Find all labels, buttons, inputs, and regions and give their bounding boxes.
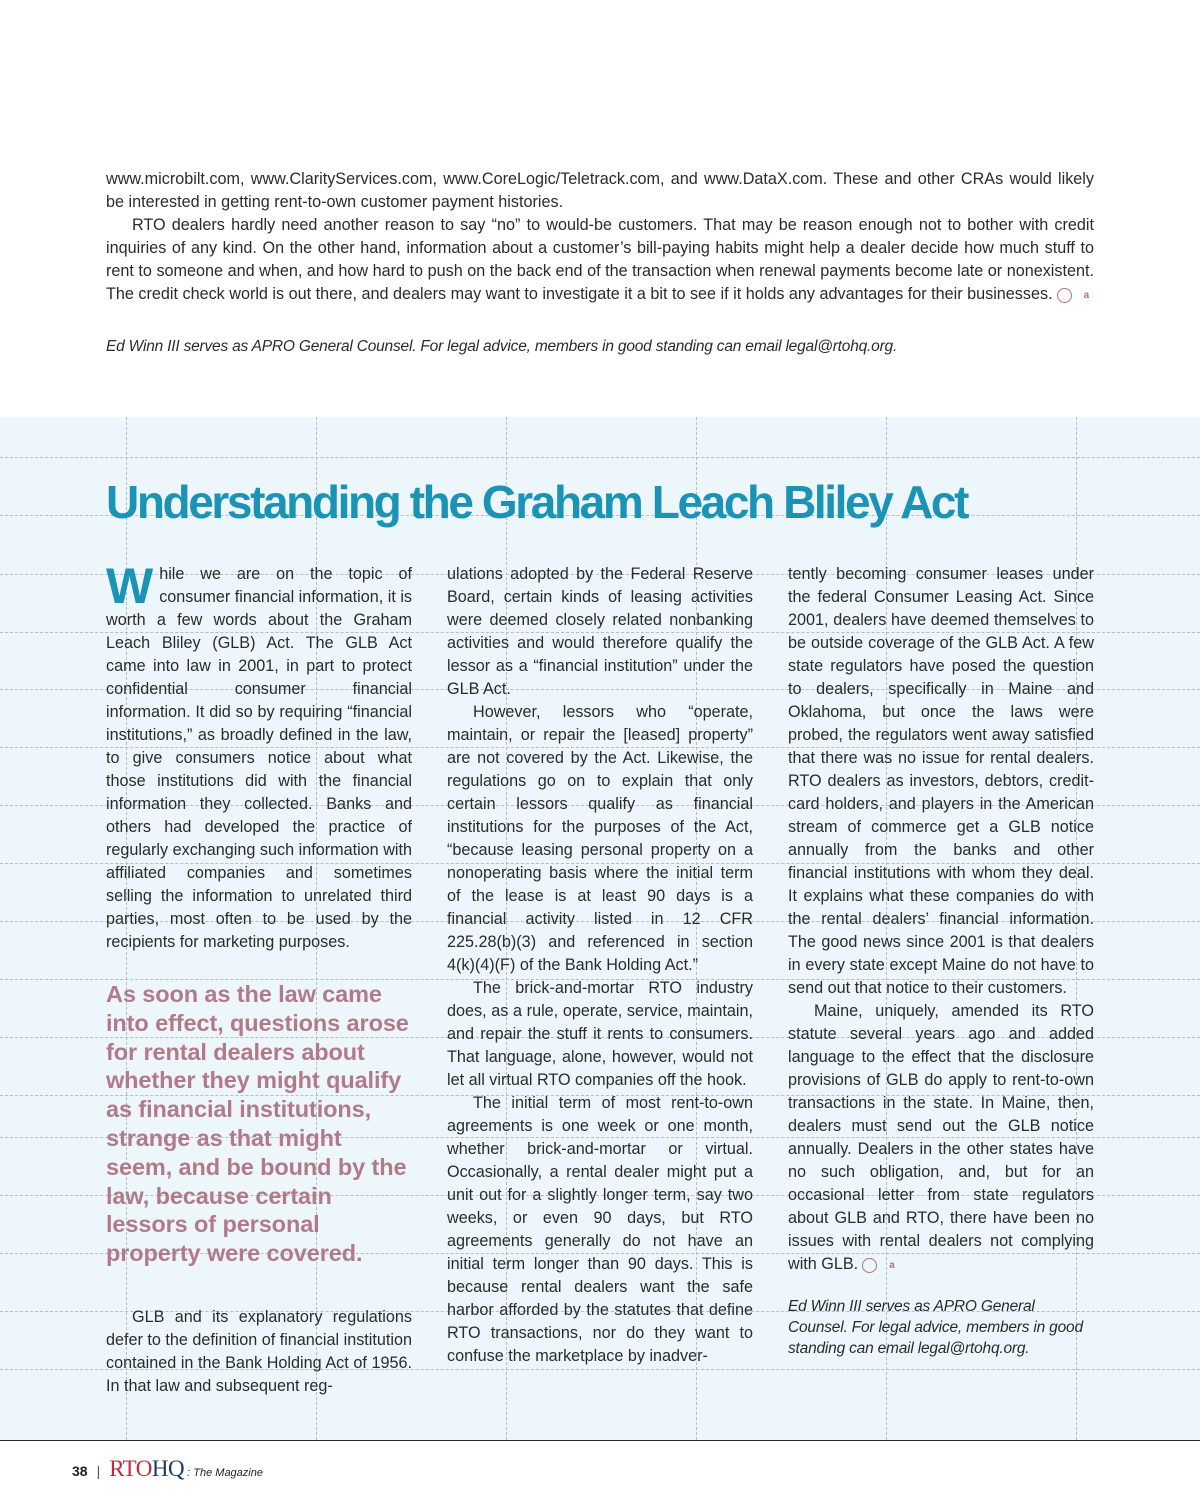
column-1-paragraph-2: GLB and its explanatory regulations defer to the definition of financial institution contained in the Bank Holding Act of 1956. In that law and subsequent reg- xyxy=(106,1307,412,1395)
magazine-name: : The Magazine xyxy=(187,1467,263,1479)
page-number: 38 xyxy=(72,1463,88,1479)
article-author-byline: Ed Winn III serves as APRO General Counsel. For legal advice, members in good standing can email legal@rtohq.org. xyxy=(788,1298,1083,1357)
rtohq-logo xyxy=(109,1456,184,1482)
top-paragraph-2-text: RTO dealers hardly need another reason to say “no” to would-be customers. That may be reason enough not to bother with credit inquiries of any kind. On the other hand, information about a customer’s bill-paying habits might help a dealer decide how much stuff to rent to someone and when, and how hard to push on the back end of the transaction when renewal payments become late or nonexistent. The credit check world is out there, and dealers may want to investigate it a bit to see if it holds any advantages for their businesses. xyxy=(106,216,1094,303)
column-1-paragraph-1-text: hile we are on the topic of consumer financial information, it is worth a few words about the Graham Leach Bliley (GLB) Act. The GLB Act came into law in 2001, in part to protect confidential consumer financial information. It did so by requiring “financial institutions,” as broadly defined in the law, to give consumers notice about what those institutions did with the financial information they collected. Banks and others had developed the practice of regularly exchanging such information with affiliated companies and sometimes selling the information to unrelated third parties, most often to be used by the recipients for marketing purposes. xyxy=(106,565,413,951)
column-2-paragraph-3: The brick-and-mortar RTO industry does, as a rule, operate, service, maintain, and repair the stuff it rents to consumers. That language, alone, however, would not let all virtual RTO companies off the hook. xyxy=(447,979,753,1089)
column-3-paragraph-2-text: Maine, uniquely, amended its RTO statute several years ago and added language to the effect that the disclosure provisions of GLB do apply to rent-to-own transactions in the state. In Maine, then, dealers must send out the GLB notice annually. Dealers in the other states have no such obligation, and, but for an occasional letter from state regulators about GLB and RTO, there have been no issues with rental dealers not complying with GLB. xyxy=(788,1002,1094,1273)
end-mark-icon: a xyxy=(1057,288,1072,303)
column-2-paragraph-4: The initial term of most rent-to-own agreements is one week or one month, whether brick-and-mortar or virtual. Occasionally, a rental dealer might put a unit out for a slightly longer term, say two weeks, or even 90 days, but RTO agreements generally do not have an initial term longer than 90 days. This is because rental dealers want the safe harbor afforded by the statutes that define RTO transactions, nor do they want to confuse the marketplace by inadver- xyxy=(447,1094,753,1365)
column-2-paragraph-1: ulations adopted by the Federal Reserve Board, certain kinds of leasing activities were deemed closely related nonbanking activities and would therefore qualify the lessor as a “financial institution” under the GLB Act. xyxy=(447,565,753,698)
top-author-byline: Ed Winn III serves as APRO General Counsel. For legal advice, members in good standing can email legal@rtohq.org. xyxy=(106,338,898,355)
column-1-paragraph-1 xyxy=(106,558,413,954)
top-paragraph-1: www.microbilt.com, www.ClarityServices.com, www.CoreLogic/Teletrack.com, and www.DataX.com. These and other CRAs would likely be interested in getting rent-to-own customer payment histories. xyxy=(106,170,1094,211)
column-3-paragraph-2 xyxy=(788,1000,1094,1276)
drop-cap: W xyxy=(106,558,154,614)
column-2-paragraph-2: However, lessors who “operate, maintain, or repair the [leased] property” are not covered by the Act. Likewise, the regulations go on to explain that only certain lessors qualify as financial institutions for the purposes of the Act, “because leasing personal property on a nonoperating basis where the initial term of the lease is at least 90 days is a financial activity listed in 12 CFR 225.28(b)(3) and referenced in section 4(k)(4)(F) of the Bank Holding Act.” xyxy=(447,703,753,974)
logo-hq: HQ xyxy=(151,1456,185,1481)
grid-line xyxy=(0,457,1200,458)
article-column-3 xyxy=(788,563,1094,1359)
pull-quote: As soon as the law came into effect, questions arose for rental dealers about whether they might qualify as financial institutions, strange as that might seem, and be bound by the law, because certain lessors of personal property were covered. xyxy=(106,981,409,1267)
footer-separator: | xyxy=(96,1463,101,1479)
article-title: Understanding the Graham Leach Bliley Act xyxy=(106,476,967,528)
top-paragraph-2 xyxy=(106,214,1094,306)
page-footer xyxy=(72,1456,263,1480)
article-column-1 xyxy=(106,558,413,1398)
article-column-2 xyxy=(447,563,753,1368)
end-mark-icon: a xyxy=(862,1258,877,1273)
logo-rto: RTO xyxy=(109,1456,152,1481)
top-article-ending xyxy=(106,168,1094,357)
column-3-paragraph-1: tently becoming consumer leases under the federal Consumer Leasing Act. Since 2001, dealers have deemed themselves to be outside coverage of the GLB Act. A few state regulators have posed the question to dealers, specifically in Maine and Oklahoma, but once the laws were probed, the regulators went away satisfied that there was no issue for rental dealers. RTO dealers as investors, debtors, credit-card holders, and players in the American stream of commerce get a GLB notice annually from the banks and other financial institutions with whom they deal. It explains what these companies do with the rental dealers’ financial information. The good news since 2001 is that dealers in every state except Maine do not have to send out that notice to their customers. xyxy=(788,565,1094,997)
footer-divider xyxy=(0,1440,1200,1441)
